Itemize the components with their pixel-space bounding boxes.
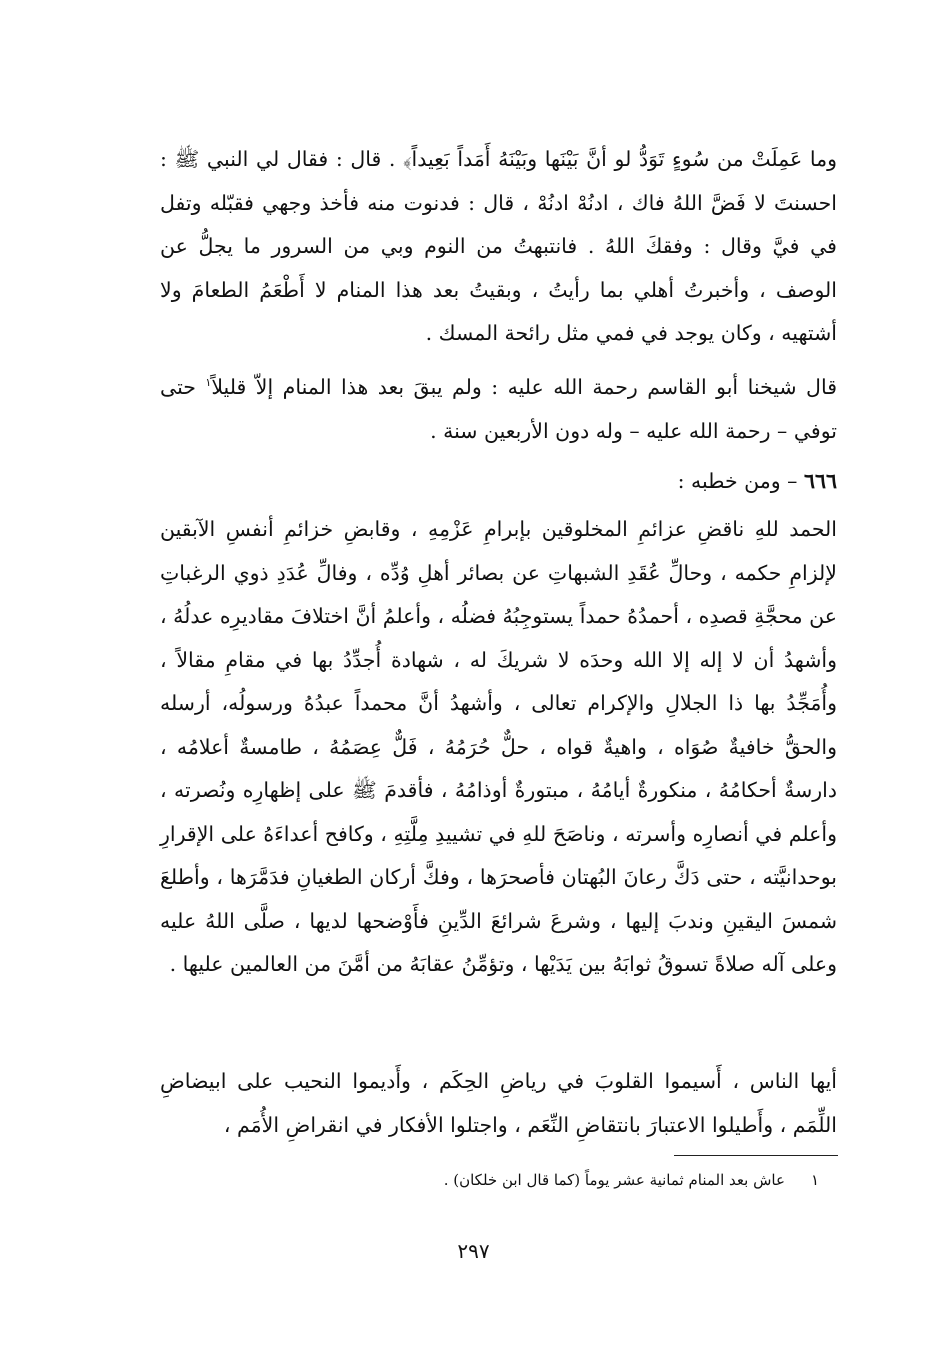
section-number: ٦٦٦ [803, 469, 837, 493]
paragraph-3-sermon: الحمد للهِ ناقضِ عزائمِ المخلوقين بإبرامِ عَزْمِهِ ، وقابضِ خزائمِ أنفسِ الآبقين لإلزامِ حكمه ، وحالِّ عُقَدِ الشبهاتِ عن بصائر أهلِ وُدِّه ، وفالِّ عُدَدِ ذوي الرغباتِ عن محجَّةِ قصدِه ، أحمدُهُ حمداً يستوجِبُهُ فضلُه ، وأعلمُ أنَّ اختلافَ مقاديرِه عدلُهُ ، وأشهدُ أن لا إله إلا الله وحدَه لا شريكَ له ، شهادة أُجدِّدُ بها في مقامِ مقالاً ، وأُمَجِّدُ بها ذا الجلالِ والإكرام تعالى ، وأشهدُ أنَّ محمداً عبدُهُ ورسولُه، أرسله والحقُّ خافيةٌ صُوَاه ، واهيةٌ قواه ، حلٌّ حُرَمُهُ ، فَلٌّ عِصَمُهُ ، طامسةٌ أعلامُه ، دارسةٌ أحكامُهُ ، منكورةٌ أيامُهُ ، مبتورةٌ أوذامُهُ ، فأقدمَ ﷺ على إظهارِه ونُصرته ، وأعلم في أنصارِه وأسرته ، وناصَحَ للهِ في تشييدِ مِلَّتِهِ ، وكافح أعداءَهُ على الإقرارِ بوحدانيَّته ، حتى دَكَّ رعانَ البُهتان فأصحرَها ، وفكَّ أركان الطغيانِ فدَمَّرَها ، وأطلعَ شمسَ اليقينِ وندبَ إليها ، وشرعَ شرائعَ الدِّينِ فأَوْضحها لديها ، صلَّى اللهُ عليه وعلى آله صلاةً تسوقُ ثوابَهُ بين يَدَيْها ، وتؤمِّنُ عقابَهُ من أمَّنَ من العالمين عليها . [160, 517, 837, 976]
footnote-text: عاش بعد المنام ثمانية عشر يوماً (كما قال ابن خلكان) . [443, 1171, 785, 1189]
footnote-number: ١ [810, 1171, 819, 1189]
paragraph-2-text-b: حتى توفي – رحمة الله عليه – وله دون الأربعين سنة . [160, 375, 837, 443]
paragraph-4: أيها الناس ، أَسيموا القلوبَ في رياضِ الحِكَم ، وأَديموا النحيب على ابيضاضِ اللِّمَم ، وأَطيلوا الاعتبارَ بانتقاضِ النِّعَم ، واجتلوا الأفكار في انقراضِ الأُمَم ، [160, 1069, 837, 1137]
section-heading [160, 460, 837, 504]
page-number: ٢٩٧ [457, 1239, 490, 1263]
footnote-divider [674, 1155, 838, 1156]
section-title: – ومن خطبه : [677, 469, 804, 493]
footnote-marker: ١ [205, 376, 212, 390]
paragraph-1: وما عَمِلَتْ من سُوءٍ تَوَدُّ لو أنَّ بَيْنَها وبَيْنَهُ أَمَداً بَعِيداً﴾ . قال : فقال لي النبي ﷺ : احسنتَ لا فَضَّ اللهُ فاك ، ادنُهْ ادنُهْ ، قال : فدنوت منه فأخذ وجهي فقبّله وتفل في فيَّ وقال : وفقكَ اللهُ . فانتبهتُ من النوم وبي من السرور ما يجلُّ عن الوصف ، وأخبرتُ أهلي بما رأيتُ ، وبقيتُ بعد هذا المنام لا أَطْعَمُ الطعامَ ولا أشتهيه ، وكان يوجد في فمي مثل رائحة المسك . [160, 147, 837, 345]
footnote [160, 1166, 837, 1194]
paragraph-2 [160, 366, 837, 453]
paragraph-2-text-a: قال شيخنا أبو القاسم رحمة الله عليه : ولم يبقَ بعد هذا المنام إلاّ قليلاً [211, 375, 837, 399]
